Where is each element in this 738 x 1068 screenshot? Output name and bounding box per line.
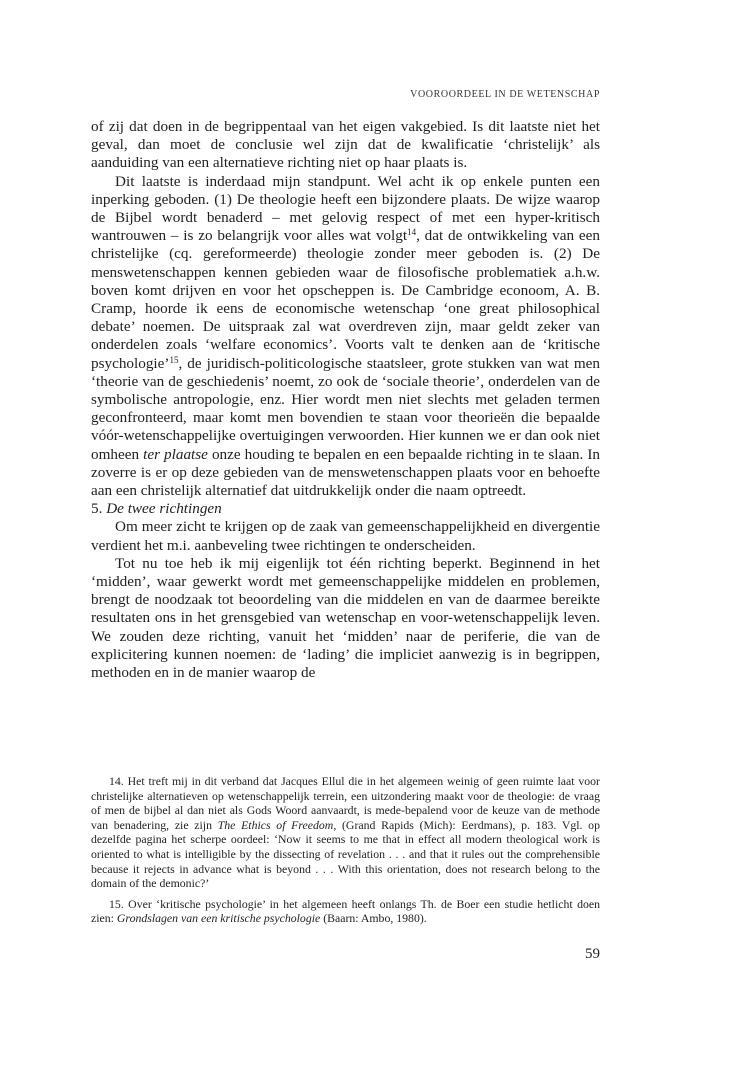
footnote-15 [91,897,600,926]
footnote-ref-15[interactable]: 15 [169,354,179,365]
footnote-italic: The Ethics of Freedom, [217,817,337,832]
section-number: 5. [91,500,103,518]
italic-phrase: ter plaatse [143,445,208,463]
footnotes [91,774,600,932]
section-title: De twee richtingen [106,500,222,518]
footnote-text: (Grand Rapids (Mich): Eerdmans), p. 183. Vgl. op dezelfde pagina het scherpe oordeel: ‘Now it seems to me that in effect all modern theological work is oriented to what is intelligible by the dissecting of revelation . . . and that it rules out the comprehensible because it rejects in advance what is beyond . . . With this orientation, does not research belong to the domain of the demonic?’ [91,817,600,891]
paragraph-text: Dit laatste is inderdaad mijn standpunt. Wel acht ik op enkele punten een inperking geboden. (1) De theologie heeft een bijzondere plaats. De wijze waarop de Bijbel wordt benaderd – met gelovig respect of met een hyper-kritisch wantrouwen – is zo belangrijk voor alles wat volgt [91,172,600,245]
footnote-text: Over ‘kritische psychologie’ in het algemeen heeft onlangs Th. de Boer een studie hetlicht doen zien: [91,896,600,926]
paragraph-section-intro: Om meer zicht te krijgen op de zaak van gemeenschappelijkheid en divergentie verdient het m.i. aanbeveling twee richtingen te onderscheiden. [91,518,600,554]
body-text [91,118,600,682]
footnote-text: (Baarn: Ambo, 1980). [323,911,427,926]
section-heading [91,500,600,518]
footnote-ref-14[interactable]: 14 [407,227,417,238]
running-head: VOOROORDEEL IN DE WETENSCHAP [410,89,600,100]
footnote-14 [91,774,600,891]
paragraph-continued: of zij dat doen in de begrippentaal van het eigen vakgebied. Is dit laatste niet het geval, dan moet de conclusie wel zijn dat de kwalificatie ‘christelijk’ als aanduiding van een alternatieve richting niet op haar plaats is. [91,118,600,172]
paragraph-standpoint [91,173,600,501]
paragraph-text: , de juridisch-politicologische staatsleer, grote stukken van wat men ‘theorie van de geschiedenis’ noemt, zo ook de ‘sociale theorie’, onderdelen van de symbolische antropologie, enz. Hier wordt men niet slechts met geladen termen geconfronteerd, maar komt men bovendien te staan voor theorieën die bepaalde vóór-wetenschappelijke overtuigingen verwoorden. Hier kunnen we er dan ook niet omheen [91,354,600,463]
paragraph-text: , dat de ontwikkeling van een christelijke (cq. gereformeerde) theologie zonder meer geboden is. (2) De menswetenschappen kennen gebieden waar de filosofische problematiek a.h.w. boven komt drijven en voor het opscheppen is. De Cambridge econoom, A. B. Cramp, hoorde ik eens de economische wetenschap ‘one great philosophical debate’ noemen. De uitspraak zal wat overdreven zijn, maar geldt zeker van onderdelen zoals ‘welfare economics’. Voorts valt te denken aan de ‘kritische psychologie’ [91,227,600,372]
paragraph-direction: Tot nu toe heb ik mij eigenlijk tot één richting beperkt. Beginnend in het ‘midden’, waar gewerkt wordt met gemeenschappelijke middelen en problemen, brengt de noodzaak tot beoordeling van die middelen en van de daarmee bereikte resultaten ons in het grensgebied van wetenschap en voor-wetenschappelijk leven. We zouden deze richting, vanuit het ‘midden’ naar de periferie, die van de explicitering kunnen noemen: de ‘lading’ die impliciet aanwezig is in begrippen, methoden en in de manier waarop de [91,554,600,682]
footnote-number: 14. [109,774,124,788]
footnote-text: Het treft mij in dit verband dat Jacques Ellul die in het algemeen weinig of geen ruimte laat voor christelijke alternatieven op wetenschappelijk terrein, een uitzondering maakt voor de theologie: de vraag of men de bijbel al dan niet als Gods Woord aanvaardt, is mede-bepalend voor de keuze van de methode van benadering, zie zijn [91,774,600,832]
footnote-number: 15. [109,896,124,911]
paragraph-text: onze houding te bepalen en een bepaalde richting in te slaan. In zoverre is er op deze gebieden van de menswetenschappen plaats voor en behoefte aan een christelijk alternatief dat uitdrukkelijk onder die naam optreedt. [91,445,601,500]
page-number: 59 [585,946,600,962]
footnote-italic: Grondslagen van een kritische psychologie [116,911,321,926]
